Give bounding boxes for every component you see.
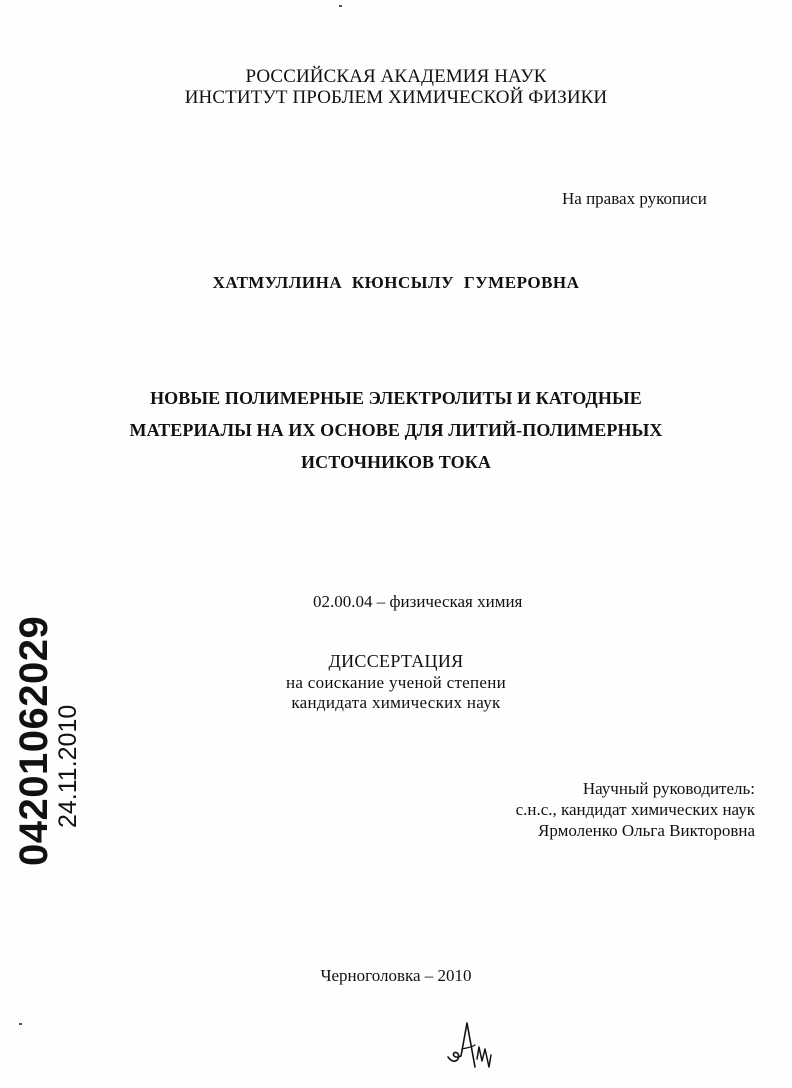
library-stamp-date: 24.11.2010: [54, 704, 82, 828]
organization-line-2: ИНСТИТУТ ПРОБЛЕМ ХИМИЧЕСКОЙ ФИЗИКИ: [184, 87, 608, 108]
organization-line-1: РОССИЙСКАЯ АКАДЕМИЯ НАУК: [245, 66, 547, 87]
author-name: ХАТМУЛЛИНА КЮНСЫЛУ ГУМЕРОВНА: [212, 273, 580, 292]
degree-type: ДИССЕРТАЦИЯ: [328, 651, 464, 671]
supervisor-name: Ярмоленко Ольга Викторовна: [537, 821, 755, 840]
manuscript-note: На правах рукописи: [562, 189, 707, 208]
specialty-code: 02.00.04 – физическая химия: [313, 592, 523, 611]
thesis-title-line-2: МАТЕРИАЛЫ НА ИХ ОСНОВЕ ДЛЯ ЛИТИЙ-ПОЛИМЕРНЫХ: [129, 420, 663, 440]
place-and-year: Черноголовка – 2010: [320, 966, 472, 985]
scan-speck: [339, 5, 342, 7]
scan-speck: [19, 1023, 22, 1025]
thesis-title-line-1: НОВЫЕ ПОЛИМЕРНЫЕ ЭЛЕКТРОЛИТЫ И КАТОДНЫЕ: [150, 388, 642, 408]
supervisor-label: Научный руководитель:: [582, 779, 755, 798]
supervisor-credentials: с.н.с., кандидат химических наук: [515, 800, 755, 819]
degree-line-2: кандидата химических наук: [291, 693, 501, 712]
signature-icon: [445, 1015, 505, 1070]
library-stamp-number: 04201062029: [12, 615, 56, 866]
degree-line-1: на соискание ученой степени: [285, 673, 507, 692]
thesis-title-line-3: ИСТОЧНИКОВ ТОКА: [301, 452, 491, 472]
